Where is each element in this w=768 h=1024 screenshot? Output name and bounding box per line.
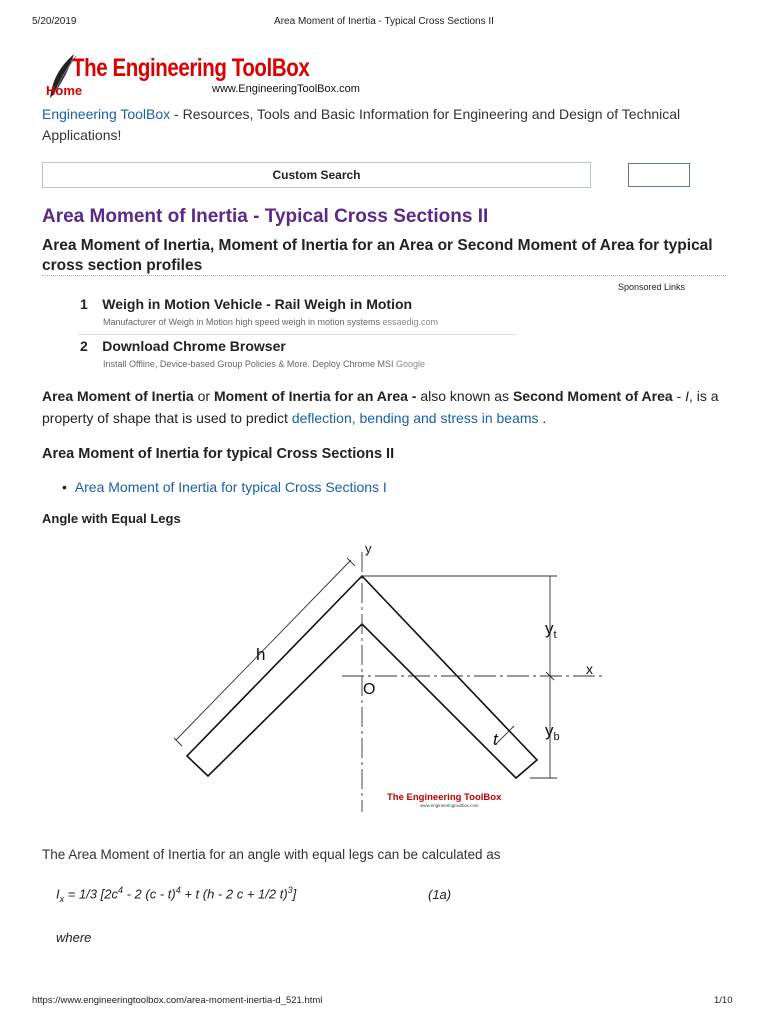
angle-cross-section-diagram: [162, 534, 610, 834]
h-label: h: [256, 645, 266, 664]
engineering-toolbox-link[interactable]: Engineering ToolBox: [42, 106, 171, 122]
calculation-text: The Area Moment of Inertia for an angle with equal legs can be calculated as: [42, 847, 501, 862]
section-heading: Area Moment of Inertia for typical Cross Sections II: [42, 446, 395, 462]
subsection-heading: Angle with Equal Legs: [42, 511, 181, 526]
ad-number: 2: [80, 338, 88, 354]
custom-search-input[interactable]: Custom Search: [42, 162, 591, 188]
ad-separator: [78, 334, 516, 335]
ad-number: 1: [80, 296, 88, 312]
ad-description: Install Offline, Device-based Group Policies & More. Deploy Chrome MSI Google: [103, 359, 425, 369]
origin-label: O: [363, 681, 376, 698]
page-number: 1/10: [714, 995, 733, 1006]
print-title: Area Moment of Inertia - Typical Cross Sections II: [274, 16, 494, 27]
formula-reference: (1a): [428, 887, 452, 902]
watermark-title: The Engineering ToolBox: [387, 792, 502, 803]
watermark-url: www.engineeringtoolbox.com: [420, 803, 479, 808]
h-tick: [174, 738, 182, 746]
yt-label: $y_t$: [545, 619, 557, 641]
where-label: where: [56, 930, 92, 945]
x-axis-label: x: [586, 661, 593, 677]
definition-paragraph: Area Moment of Inertia or Moment of Inertia for an Area - also known as Second Moment of Area - I, is a property of shape that is used to predict deflection, bending and stress in beams .: [42, 388, 719, 426]
intro-description: - Resources, Tools and Basic Information for Engineering and Design of Technical Applications!: [42, 106, 681, 143]
logo-title: The Engineering ToolBox: [72, 54, 310, 82]
t-dimension-line: [496, 726, 514, 744]
t-label: t: [493, 730, 498, 749]
ad-description: Manufacturer of Weigh in Motion high speed weigh in motion systems essaedig.com: [103, 317, 439, 327]
yb-label: $y_b$: [545, 721, 560, 743]
search-button[interactable]: [628, 163, 690, 187]
ad-title[interactable]: Download Chrome Browser: [102, 338, 286, 354]
bullet-icon: •: [62, 479, 67, 495]
related-list-item: [62, 479, 387, 495]
ad-domain[interactable]: essaedig.com: [382, 317, 439, 327]
formula-1a: $I_x = 1/3$ [$2c^4 - 2$ (c - t)$^4$ + t (h - 2 c + 1/2 t)$^3$]: [56, 885, 297, 904]
ad-item[interactable]: [80, 296, 520, 327]
ad-title[interactable]: Weigh in Motion Vehicle - Rail Weigh in Motion: [102, 296, 413, 312]
site-logo[interactable]: [42, 50, 360, 102]
y-axis-label: y: [365, 541, 372, 556]
logo-url: www.EngineeringToolBox.com: [212, 83, 360, 95]
ad-domain[interactable]: Google: [395, 359, 425, 369]
sponsored-label: Sponsored Links: [618, 282, 686, 292]
h-tick: [347, 558, 355, 566]
intro-text: [42, 104, 732, 146]
page-subtitle: Area Moment of Inertia, Moment of Inertia for an Area or Second Moment of Area for typical cross section profiles: [42, 237, 713, 274]
deflection-link[interactable]: deflection, bending and stress in beams: [291, 410, 539, 426]
ad-item[interactable]: [80, 338, 520, 369]
title-divider: [42, 275, 726, 276]
cross-sections-i-link[interactable]: Area Moment of Inertia for typical Cross Sections I: [74, 479, 387, 495]
home-link[interactable]: Home: [46, 83, 83, 98]
print-date: 5/20/2019: [32, 16, 77, 27]
page-title: Area Moment of Inertia - Typical Cross Sections II: [42, 206, 489, 227]
footer-url: https://www.engineeringtoolbox.com/area-moment-inertia-d_521.html: [32, 995, 323, 1006]
